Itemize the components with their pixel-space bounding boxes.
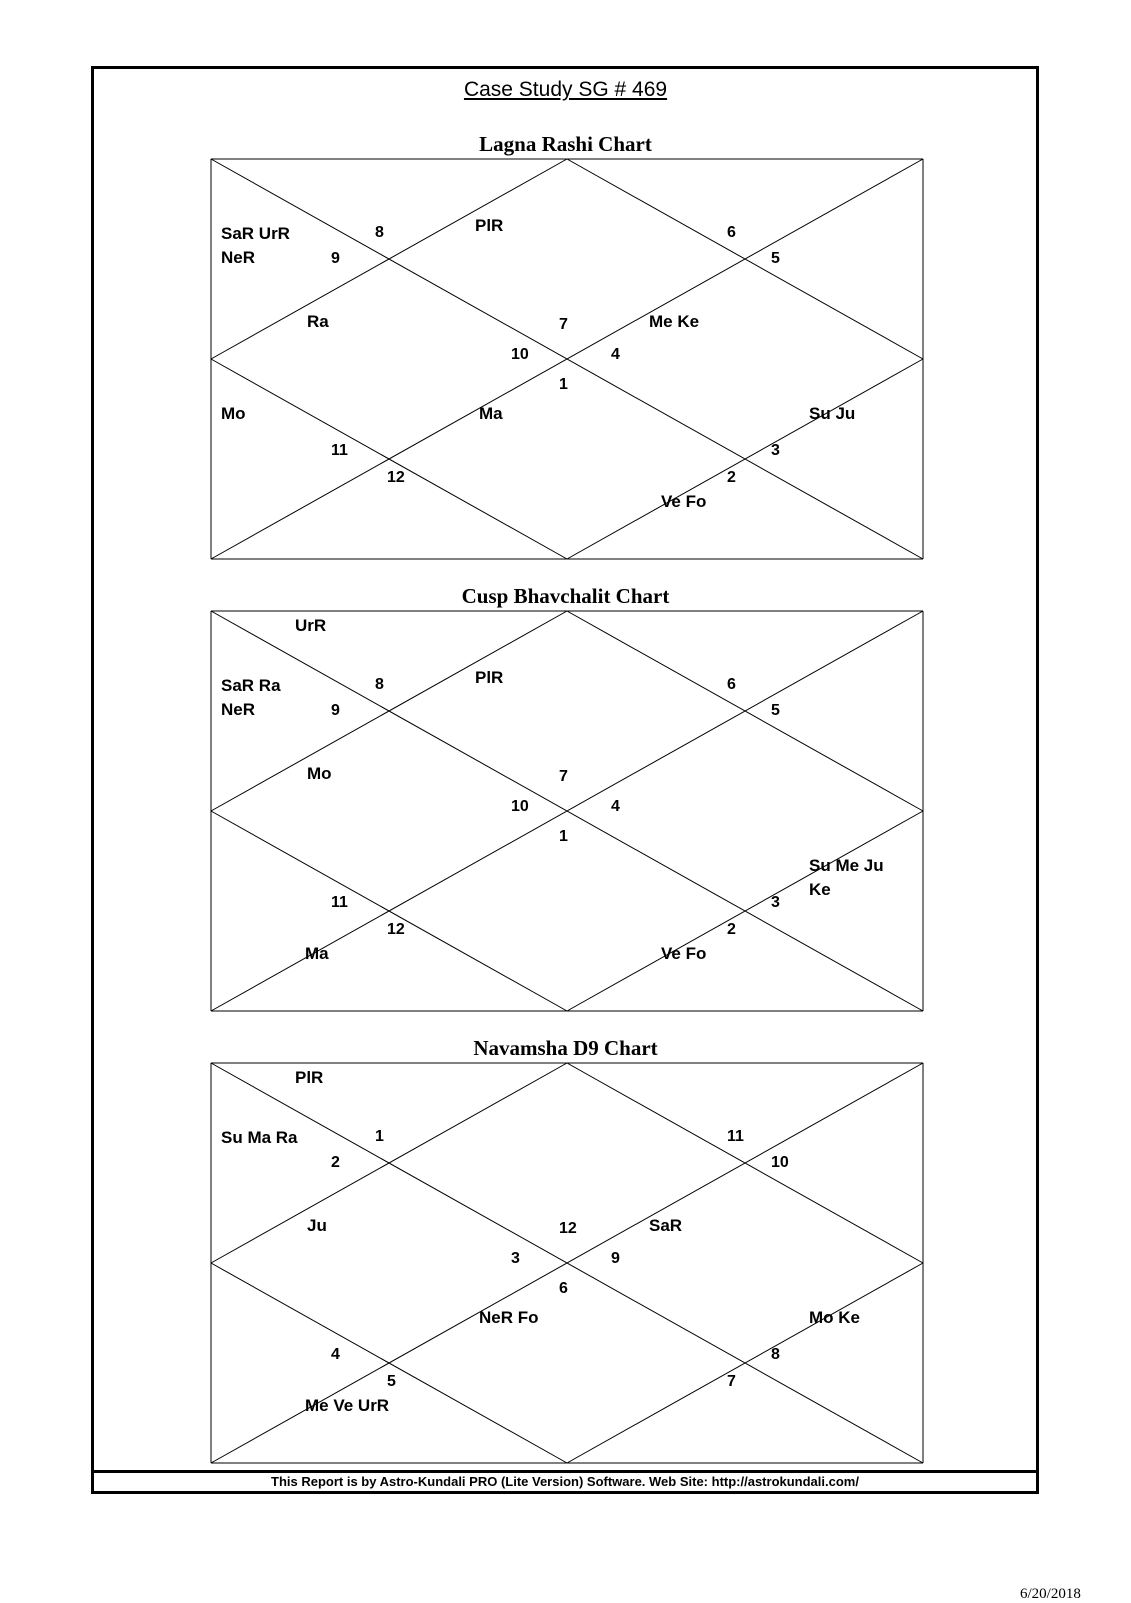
- house-number: 11: [331, 894, 348, 911]
- planet-label: Su Ju: [809, 404, 856, 423]
- planet-label: NeR: [221, 700, 256, 719]
- house-number: 6: [727, 224, 736, 241]
- house-number: 8: [375, 224, 384, 241]
- house-number: 7: [559, 316, 568, 333]
- house-number: 1: [559, 376, 568, 393]
- house-number: 11: [331, 442, 348, 459]
- house-number: 1: [559, 828, 568, 845]
- house-number: 11: [727, 1128, 744, 1145]
- planet-label: PlR: [475, 216, 504, 235]
- house-number: 3: [511, 1250, 520, 1267]
- planet-label: Mo: [307, 764, 332, 783]
- house-number: 5: [771, 250, 780, 267]
- house-number: 3: [771, 442, 780, 459]
- chart-title-navamsha: Navamsha D9 Chart: [473, 1036, 658, 1060]
- house-number: 2: [331, 1154, 340, 1171]
- house-number: 10: [511, 798, 529, 815]
- house-number: 12: [559, 1220, 577, 1237]
- planet-label: PlR: [475, 668, 504, 687]
- house-number: 5: [771, 702, 780, 719]
- house-number: 9: [331, 250, 340, 267]
- navamsha-d9-chart: [211, 1063, 923, 1463]
- planet-label: UrR: [295, 616, 327, 635]
- planet-label: SaR: [649, 1216, 683, 1235]
- page-date: 6/20/2018: [1020, 1586, 1081, 1602]
- house-number: 7: [559, 768, 568, 785]
- planet-label: Ve Fo: [661, 944, 707, 963]
- house-number: 10: [511, 346, 529, 363]
- planet-label: Mo Ke: [809, 1308, 860, 1327]
- house-number: 4: [611, 346, 620, 363]
- house-number: 6: [559, 1280, 568, 1297]
- house-number: 8: [375, 676, 384, 693]
- house-number: 7: [727, 1373, 736, 1390]
- planet-label: Ma: [479, 404, 503, 423]
- chart-title-lagna: Lagna Rashi Chart: [479, 132, 652, 156]
- house-number: 3: [771, 894, 780, 911]
- planet-label: Ra: [307, 312, 329, 331]
- planet-label: SaR Ra: [221, 676, 281, 695]
- chart-title-bhavchalit: Cusp Bhavchalit Chart: [461, 584, 670, 608]
- house-number: 4: [611, 798, 620, 815]
- planet-label: NeR Fo: [479, 1308, 539, 1327]
- house-number: 9: [331, 702, 340, 719]
- house-number: 2: [727, 469, 736, 486]
- planet-label: Ju: [307, 1216, 327, 1235]
- house-number: 10: [771, 1154, 789, 1171]
- house-number: 8: [771, 1346, 780, 1363]
- house-number: 9: [611, 1250, 620, 1267]
- house-number: 2: [727, 921, 736, 938]
- planet-label: Mo: [221, 404, 246, 423]
- footer-divider: [91, 1470, 1039, 1473]
- house-number: 1: [375, 1128, 384, 1145]
- planet-label: Ve Fo: [661, 492, 707, 511]
- planet-label: Su Me Ju: [809, 856, 884, 875]
- house-number: 12: [387, 921, 405, 938]
- planet-label: Me Ke: [649, 312, 700, 331]
- house-number: 5: [387, 1373, 396, 1390]
- planet-label: Su Ma Ra: [221, 1128, 298, 1147]
- planet-label: PlR: [295, 1068, 324, 1087]
- planet-label: Ke: [809, 880, 831, 899]
- lagna-rashi-chart: [211, 159, 923, 559]
- planet-label: Me Ve UrR: [305, 1396, 390, 1415]
- report-title: Case Study SG # 469: [463, 78, 668, 101]
- house-number: 6: [727, 676, 736, 693]
- house-number: 4: [331, 1346, 340, 1363]
- planet-label: SaR UrR: [221, 224, 290, 243]
- house-number: 12: [387, 469, 405, 486]
- cusp-bhavchalit-chart: [211, 611, 923, 1011]
- report-footer: This Report is by Astro-Kundali PRO (Lite Version) Software. Web Site: http://astrokundali.com/: [271, 1474, 859, 1489]
- planet-label: NeR: [221, 248, 256, 267]
- planet-label: Ma: [305, 944, 329, 963]
